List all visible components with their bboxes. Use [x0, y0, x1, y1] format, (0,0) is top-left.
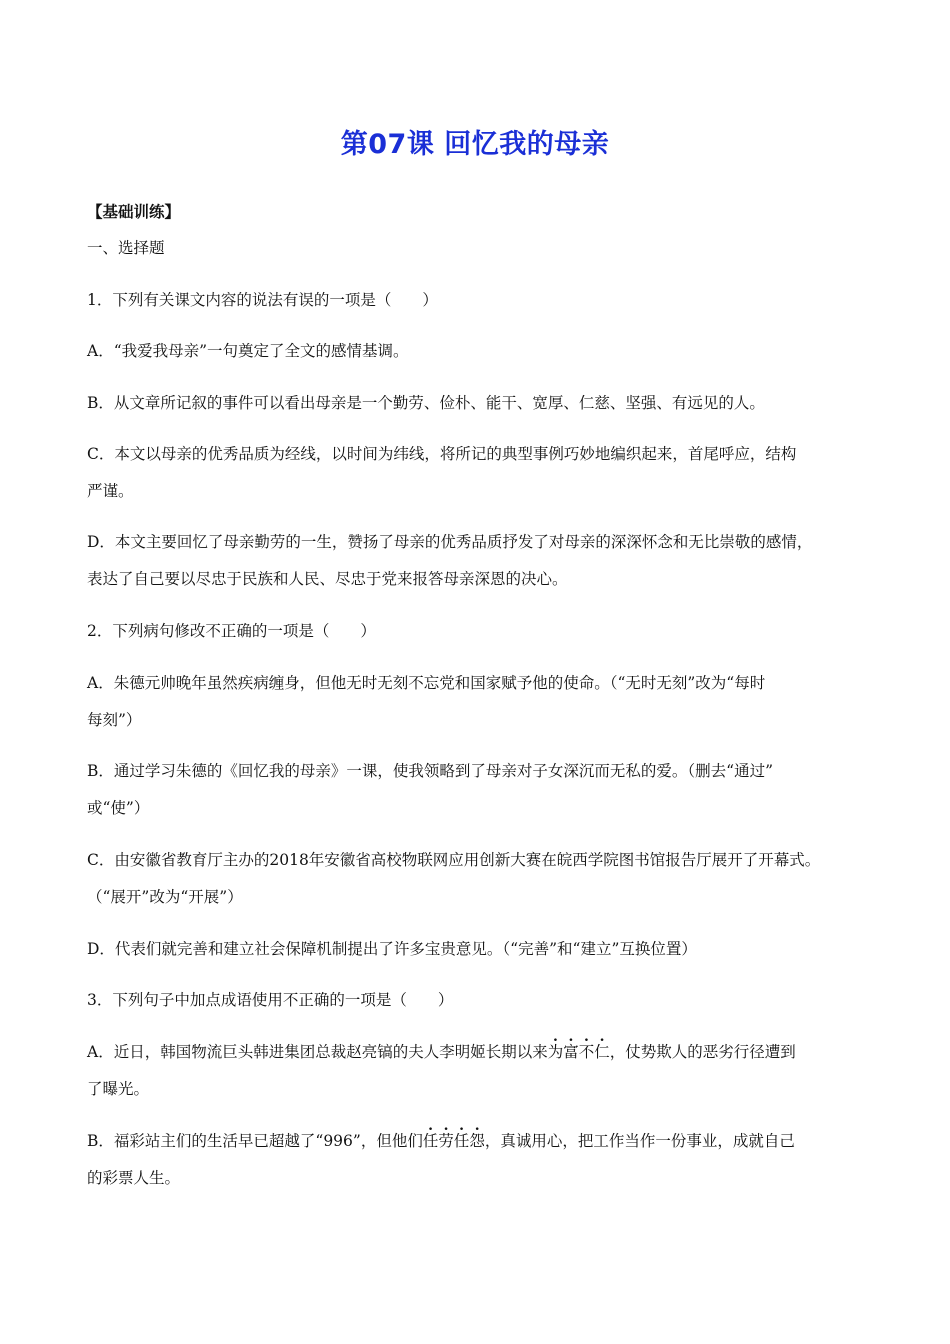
emphasis-dot-char: 劳: [438, 1132, 454, 1150]
emphasis-dot-char: 任: [453, 1132, 470, 1150]
question-2-option-b-line2: 或“使”）: [87, 799, 150, 817]
question-1-option-c-line2: 严谨。: [87, 482, 134, 500]
question-3-option-a-line2: 了曝光。: [87, 1080, 150, 1098]
question-3-stem: 3．下列句子中加点成语使用不正确的一项是（ ）: [87, 991, 454, 1009]
question-2-option-c-line2: （“展开”改为“开展”）: [87, 888, 243, 906]
question-3-option-a-line1: [87, 1041, 872, 1063]
question-2-option-d: D．代表们就完善和建立社会保障机制提出了许多宝贵意见。（“完善”和“建立”互换位置）: [87, 940, 697, 958]
question-1-option-d-line1: D．本文主要回忆了母亲勤劳的一生，赞扬了母亲的优秀品质抒发了对母亲的深深怀念和无比崇敬的感情，: [87, 533, 813, 551]
emphasis-dot-char: 怨: [469, 1132, 485, 1150]
lesson-title: 第07课 回忆我的母亲: [340, 129, 610, 160]
question-2-option-c-line1: C．由安徽省教育厅主办的2018年安徽省高校物联网应用创新大赛在皖西学院图书馆报告厅展开了开幕式。: [87, 851, 821, 869]
emphasis-dot-char: 仁: [594, 1043, 610, 1061]
question-2-option-a-line1: A．朱德元帅晚年虽然疾病缠身，但他无时无刻不忘党和国家赋予他的使命。（“无时无刻”改为“每时: [87, 674, 766, 692]
emphasis-dot-char: 任: [422, 1132, 439, 1150]
option-text: A．近日，韩国物流巨头韩进集团总裁赵亮镐的夫人李明姬长期以来: [87, 1043, 548, 1061]
part-label: 一、选择题: [87, 239, 165, 257]
option-text: B．福彩站主们的生活早已超越了“996”，但他们: [87, 1132, 423, 1150]
emphasis-dot-char: 富: [563, 1043, 579, 1061]
question-1-option-c-line1: C．本文以母亲的优秀品质为经线，以时间为纬线，将所记的典型事例巧妙地编织起来，首尾呼应，结构: [87, 445, 797, 463]
question-2-stem: 2．下列病句修改不正确的一项是（ ）: [87, 622, 376, 640]
section-label: 【基础训练】: [87, 203, 181, 221]
option-text: ，仗势欺人的恶劣行径遭到: [609, 1043, 796, 1061]
question-2-option-b-line1: B．通过学习朱德的《回忆我的母亲》一课，使我领略到了母亲对子女深沉而无私的爱。（删去“通过”: [87, 762, 773, 780]
question-1-option-d-line2: 表达了自己要以尽忠于民族和人民、尽忠于党来报答母亲深恩的决心。: [87, 570, 568, 588]
question-3-option-b-line1: [87, 1130, 872, 1152]
emphasis-dot-char: 为: [547, 1043, 564, 1061]
question-1-option-b: B．从文章所记叙的事件可以看出母亲是一个勤劳、俭朴、能干、宽厚、仁慈、坚强、有远见的人。: [87, 394, 765, 412]
question-3-option-b-line2: 的彩票人生。: [87, 1169, 181, 1187]
question-1-option-a: A．“我爱我母亲”一句奠定了全文的感情基调。: [87, 342, 409, 360]
emphasis-dot-char: 不: [578, 1043, 595, 1061]
option-text: ，真诚用心，把工作当作一份事业，成就自己: [484, 1132, 795, 1150]
question-1-stem: 1．下列有关课文内容的说法有误的一项是（ ）: [87, 291, 438, 309]
question-2-option-a-line2: 每刻”）: [87, 711, 142, 729]
